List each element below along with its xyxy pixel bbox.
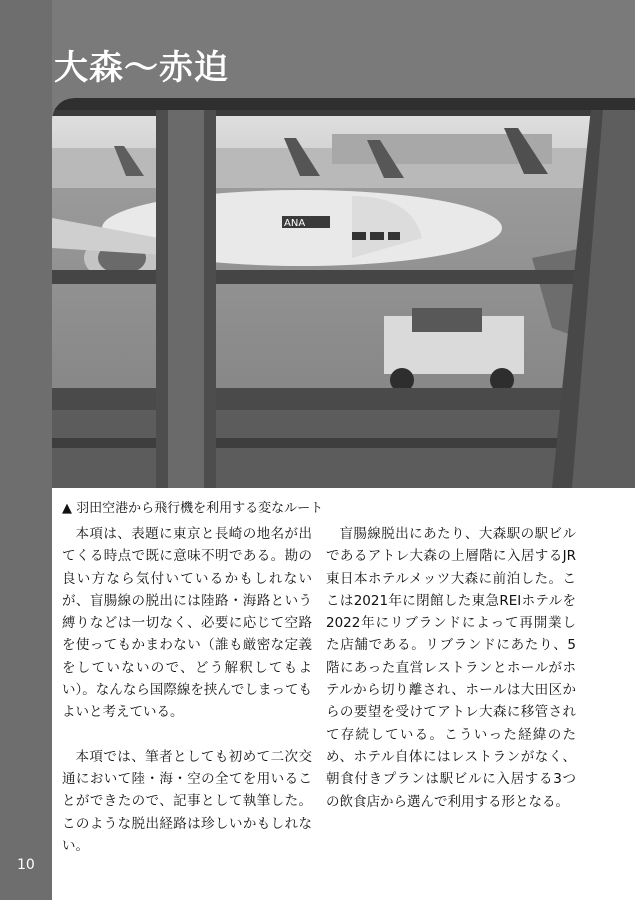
airport-photo — [52, 98, 635, 488]
paragraph: 本項では、筆者としても初めて二次交通において陸・海・空の全てを用いることができたので、記事として執筆した。このような脱出経路は珍しいかもしれない。 — [62, 748, 312, 854]
page-title: 大森～赤迫 — [54, 48, 229, 88]
body-column-right — [326, 523, 576, 813]
caption-text: 羽田空港から飛行機を利用する変なルート — [76, 501, 324, 516]
caption-marker: ▲ — [62, 501, 72, 516]
svg-text:ANA: ANA — [284, 218, 306, 229]
left-margin-band — [0, 0, 52, 900]
page-number: 10 — [17, 857, 35, 873]
paragraph: 盲腸線脱出にあたり、大森駅の駅ビルであるアトレ大森の上層階に入居するJR東日本ホテルメッツ大森に前泊した。ここは2021年に閉館した東急REIホテルを2022年にリブランドによって再開業した店舗である。リブランドにあたり、5階にあった直営レストランとホールがホテルから切り離され、ホールは大田区からの要望を受けてアトレ大森に移管されて存続している。こういった経緯のため、ホテル自体にはレストランがなく、朝食付きプランは駅ビルに入居する3つの飲食店から選んで利用する形となる。 — [326, 526, 576, 810]
paragraph: 本項は、表題に東京と長崎の地名が出てくる時点で既に意味不明である。勘の良い方なら気付いているかもしれないが、盲腸線の脱出には陸路・海路という縛りなどは一切なく、必要に応じて空路を使ってもかまわない（誰も厳密な定義をしていないので、どう解釈してもよい）。なんなら国際線を挟んでしまってもよいと考えている。 — [62, 526, 312, 721]
body-column-left — [62, 523, 312, 857]
photo-caption — [62, 497, 323, 516]
